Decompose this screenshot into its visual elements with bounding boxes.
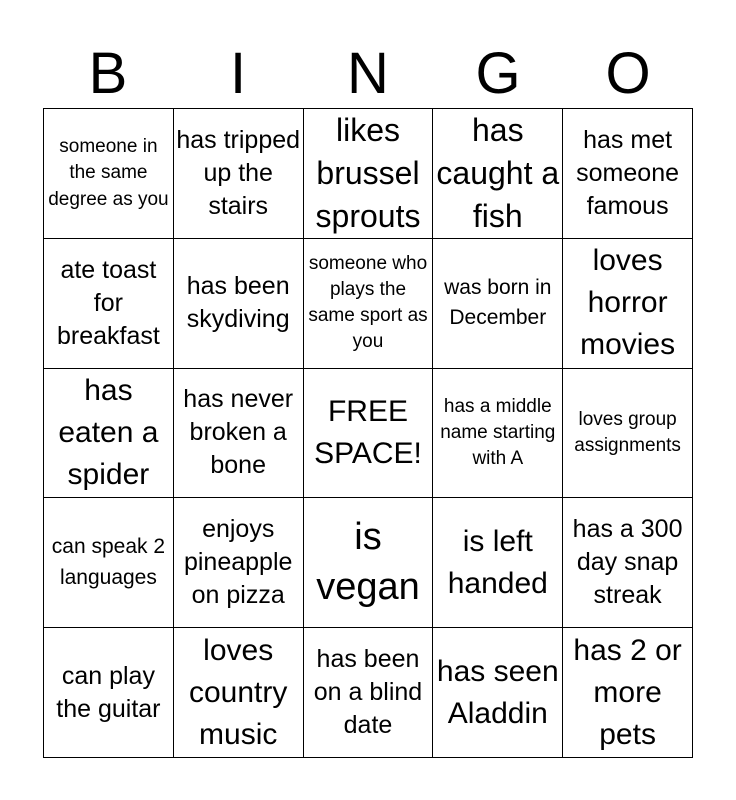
- cell-label: loves group assignments: [574, 408, 681, 456]
- bingo-cell[interactable]: [563, 239, 693, 369]
- cell-label: is left handed: [447, 524, 548, 600]
- bingo-cell[interactable]: [304, 109, 434, 239]
- cell-label: ate toast for breakfast: [56, 255, 160, 350]
- bingo-cell[interactable]: [433, 109, 563, 239]
- bingo-header: [43, 40, 693, 108]
- bingo-cell[interactable]: [174, 369, 304, 499]
- cell-label: someone in the same degree as you: [48, 136, 169, 210]
- bingo-cell[interactable]: [563, 109, 693, 239]
- cell-label: can speak 2 languages: [51, 535, 166, 589]
- cell-label: has seen Aladdin: [436, 654, 559, 730]
- cell-label: has caught a fish: [436, 111, 560, 234]
- bingo-cell[interactable]: [433, 239, 563, 369]
- header-letter-g: G: [475, 41, 521, 106]
- bingo-cell[interactable]: [433, 369, 563, 499]
- header-letter-o: O: [605, 41, 651, 106]
- cell-label: loves horror movies: [580, 244, 676, 362]
- bingo-cell[interactable]: [563, 628, 693, 758]
- bingo-cell[interactable]: [174, 628, 304, 758]
- cell-label: someone who plays the same sport as you: [308, 252, 428, 353]
- header-letter-i: I: [229, 41, 247, 106]
- cell-label: enjoys pineapple on pizza: [183, 515, 293, 610]
- cell-label: is vegan: [316, 516, 420, 608]
- header-letter-b: B: [88, 41, 128, 106]
- bingo-cell[interactable]: [44, 369, 174, 499]
- cell-label: has tripped up the stairs: [176, 125, 301, 220]
- cell-label: has been on a blind date: [313, 645, 423, 740]
- free-space-cell[interactable]: [304, 369, 434, 499]
- cell-label: has a middle name starting with A: [440, 395, 556, 470]
- bingo-cell[interactable]: [563, 369, 693, 499]
- bingo-cell[interactable]: [304, 628, 434, 758]
- header-letter-n: N: [347, 41, 389, 106]
- bingo-cell[interactable]: [44, 109, 174, 239]
- cell-label: has 2 or more pets: [573, 633, 682, 751]
- cell-label: was born in December: [444, 275, 552, 330]
- cell-label: has met someone famous: [576, 125, 680, 220]
- bingo-cell[interactable]: [174, 109, 304, 239]
- bingo-cell[interactable]: [304, 498, 434, 628]
- cell-label: has a 300 day snap streak: [572, 515, 683, 610]
- cell-label: has eaten a spider: [58, 374, 159, 491]
- bingo-cell[interactable]: [433, 498, 563, 628]
- cell-label: has never broken a bone: [183, 385, 294, 480]
- cell-label: likes brussel sprouts: [315, 111, 421, 234]
- bingo-cell[interactable]: [304, 239, 434, 369]
- bingo-cell[interactable]: [44, 239, 174, 369]
- bingo-cell[interactable]: [44, 498, 174, 628]
- cell-label: FREE SPACE!: [314, 394, 422, 470]
- bingo-cell[interactable]: [563, 498, 693, 628]
- cell-label: loves country music: [189, 633, 288, 751]
- bingo-cell[interactable]: [433, 628, 563, 758]
- bingo-cell[interactable]: [44, 628, 174, 758]
- bingo-cell[interactable]: [174, 498, 304, 628]
- bingo-cell[interactable]: [174, 239, 304, 369]
- bingo-grid: [43, 108, 693, 758]
- cell-label: can play the guitar: [56, 661, 161, 723]
- cell-label: has been skydiving: [186, 272, 290, 334]
